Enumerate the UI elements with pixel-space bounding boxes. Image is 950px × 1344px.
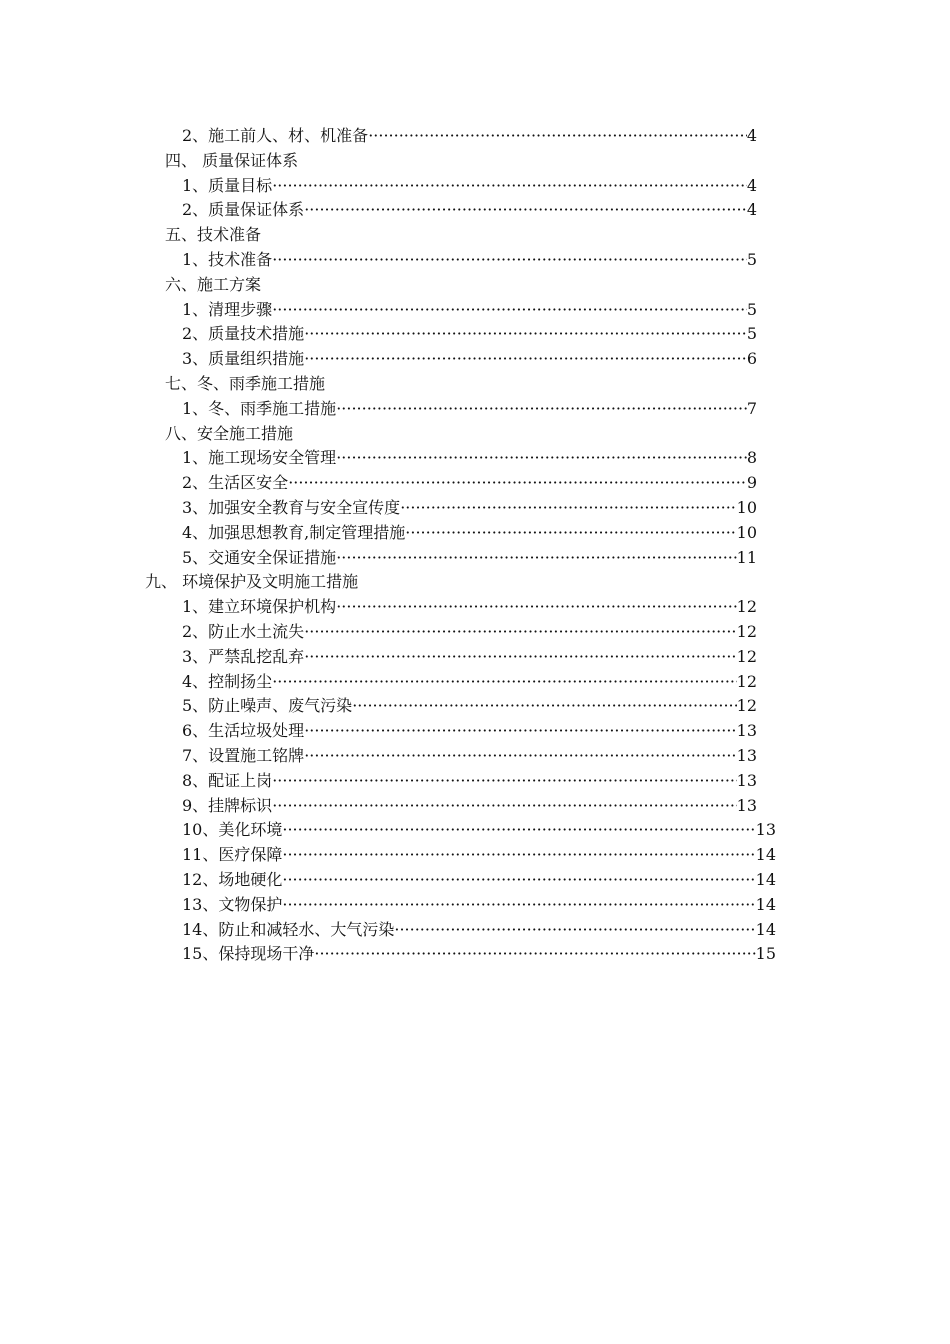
toc-entry <box>182 347 757 372</box>
toc-entry <box>182 620 757 645</box>
toc-entry <box>182 719 757 744</box>
toc-section-heading: 六、施工方案 <box>165 274 262 294</box>
toc-entry <box>182 794 757 819</box>
toc-leader-dots <box>272 769 736 794</box>
toc-entry-title: 2、防止水土流失 <box>182 622 305 641</box>
toc-entry <box>182 670 757 695</box>
toc-page-number: 4 <box>746 175 757 195</box>
toc-leader-dots <box>304 645 736 670</box>
toc-page-number: 10 <box>736 522 757 542</box>
toc-entry-title: 2、质量技术措施 <box>182 324 305 344</box>
toc-leader-dots <box>304 198 747 223</box>
toc-section-heading: 七、冬、雨季施工措施 <box>165 374 326 393</box>
toc-page-number: 13 <box>736 770 757 790</box>
toc-leader-dots <box>304 347 747 372</box>
toc-entry <box>182 521 757 546</box>
toc-entry-title: 1、技术准备 <box>182 250 273 269</box>
toc-leader-dots <box>282 868 755 893</box>
toc-entry <box>182 174 757 199</box>
toc-entry <box>182 843 776 868</box>
toc-entry-title: 2、质量保证体系 <box>182 200 305 220</box>
toc-leader-dots <box>304 322 747 347</box>
toc-entry-title: 1、建立环境保护机构 <box>182 597 337 617</box>
toc-page-number: 12 <box>736 597 757 617</box>
toc-leader-dots <box>304 719 736 744</box>
toc-entry <box>182 744 757 769</box>
toc-page-number: 12 <box>736 646 757 666</box>
toc-page-number: 4 <box>746 200 757 220</box>
toc-leader-dots <box>304 744 736 769</box>
toc-page-number: 5 <box>746 299 757 319</box>
toc-entry-title: 4、加强思想教育,制定管理措施 <box>182 522 406 542</box>
toc-leader-dots <box>304 620 736 645</box>
toc-page-number: 9 <box>746 473 757 493</box>
toc-section-heading: 四、 质量保证体系 <box>165 150 299 170</box>
toc-leader-dots <box>272 174 747 199</box>
toc-entry <box>182 769 757 794</box>
toc-page-number: 14 <box>755 845 776 865</box>
toc-entry <box>182 918 776 943</box>
toc-page-number: 7 <box>746 398 757 418</box>
toc-entry <box>182 546 757 571</box>
toc-leader-dots <box>336 595 736 620</box>
toc-entry-title: 5、交通安全保证措施 <box>182 547 337 567</box>
toc-leader-dots <box>272 670 736 695</box>
toc-page-number: 4 <box>746 126 757 145</box>
toc-section-heading: 九、 环境保护及文明施工措施 <box>145 572 359 592</box>
toc-entry-title: 12、场地硬化 <box>182 870 283 889</box>
toc-entry-title: 13、文物保护 <box>182 894 283 914</box>
toc-entry <box>182 298 757 323</box>
toc-page-number: 13 <box>736 746 757 765</box>
toc-entry-title: 5、防止噪声、废气污染 <box>182 696 353 716</box>
toc-page-number: 12 <box>736 622 757 641</box>
toc-page-number: 10 <box>736 498 757 517</box>
toc-entry-title: 3、严禁乱挖乱弃 <box>182 646 305 666</box>
toc-leader-dots <box>336 446 747 471</box>
toc-entry <box>182 893 776 918</box>
toc-entry <box>182 645 757 670</box>
toc-entry-title: 1、质量目标 <box>182 175 273 195</box>
toc-section-heading: 八、安全施工措施 <box>165 423 294 443</box>
toc-entry-title: 8、配证上岗 <box>182 770 273 790</box>
toc-leader-dots <box>336 546 736 571</box>
toc-entry-title: 6、生活垃圾处理 <box>182 721 305 741</box>
toc-leader-dots <box>288 471 747 496</box>
toc-page-number: 6 <box>746 349 757 369</box>
toc-entry-title: 14、防止和减轻水、大气污染 <box>182 919 395 939</box>
toc-leader-dots <box>352 694 736 719</box>
toc-entry-title: 9、挂牌标识 <box>182 795 273 815</box>
toc-entry-title: 3、质量组织措施 <box>182 349 305 369</box>
toc-entry-title: 3、加强安全教育与安全宣传度 <box>182 498 401 517</box>
toc-entry <box>182 446 757 471</box>
toc-leader-dots <box>336 397 747 422</box>
toc-page-number: 11 <box>736 547 757 567</box>
toc-entry-title: 11、医疗保障 <box>182 845 283 865</box>
toc-leader-dots <box>394 918 755 943</box>
toc-entry-title: 1、清理步骤 <box>182 299 273 319</box>
toc-entry-title: 7、设置施工铭牌 <box>182 746 305 765</box>
toc-leader-dots <box>400 496 736 521</box>
toc-leader-dots <box>282 818 755 843</box>
toc-entry-title: 4、控制扬尘 <box>182 671 273 691</box>
toc-entry <box>182 248 757 273</box>
toc-leader-dots <box>272 248 747 273</box>
toc-entry-title: 2、生活区安全 <box>182 473 289 493</box>
toc-page-number: 12 <box>736 696 757 716</box>
toc-entry <box>182 942 776 967</box>
toc-page-number: 8 <box>746 448 757 468</box>
toc-leader-dots <box>272 298 747 323</box>
toc-leader-dots <box>405 521 736 546</box>
toc-entry-title: 1、施工现场安全管理 <box>182 448 337 468</box>
toc-leader-dots <box>282 893 755 918</box>
toc-entry <box>182 868 776 893</box>
toc-leader-dots <box>368 124 747 149</box>
toc-entry <box>182 694 757 719</box>
toc-entry <box>182 397 757 422</box>
toc-page-number: 14 <box>755 894 776 914</box>
toc-page-number: 14 <box>755 870 776 889</box>
toc-page-number: 13 <box>755 820 776 840</box>
toc-section-heading: 五、技术准备 <box>165 225 262 245</box>
toc-entry <box>182 595 757 620</box>
toc-entry <box>182 818 776 843</box>
toc-leader-dots <box>314 942 755 967</box>
toc-leader-dots <box>272 794 736 819</box>
toc-page-number: 13 <box>736 795 757 815</box>
toc-entry-title: 10、美化环境 <box>182 820 283 840</box>
toc-entry <box>182 496 757 521</box>
toc-leader-dots <box>282 843 755 868</box>
toc-entry <box>182 471 757 496</box>
toc-page-number: 13 <box>736 721 757 741</box>
toc-entry-title: 15、保持现场干净 <box>182 944 315 964</box>
toc-page-number: 14 <box>755 919 776 939</box>
toc-page-number: 5 <box>746 250 757 269</box>
toc-entry <box>182 322 757 347</box>
toc-entry-title: 2、施工前人、材、机准备 <box>182 126 369 145</box>
toc-entry-title: 1、冬、雨季施工措施 <box>182 398 337 418</box>
toc-page-number: 5 <box>746 324 757 344</box>
toc-page-number: 15 <box>755 944 776 964</box>
toc-entry <box>182 198 757 223</box>
toc-page-number: 12 <box>736 671 757 691</box>
toc-entry <box>182 124 757 149</box>
